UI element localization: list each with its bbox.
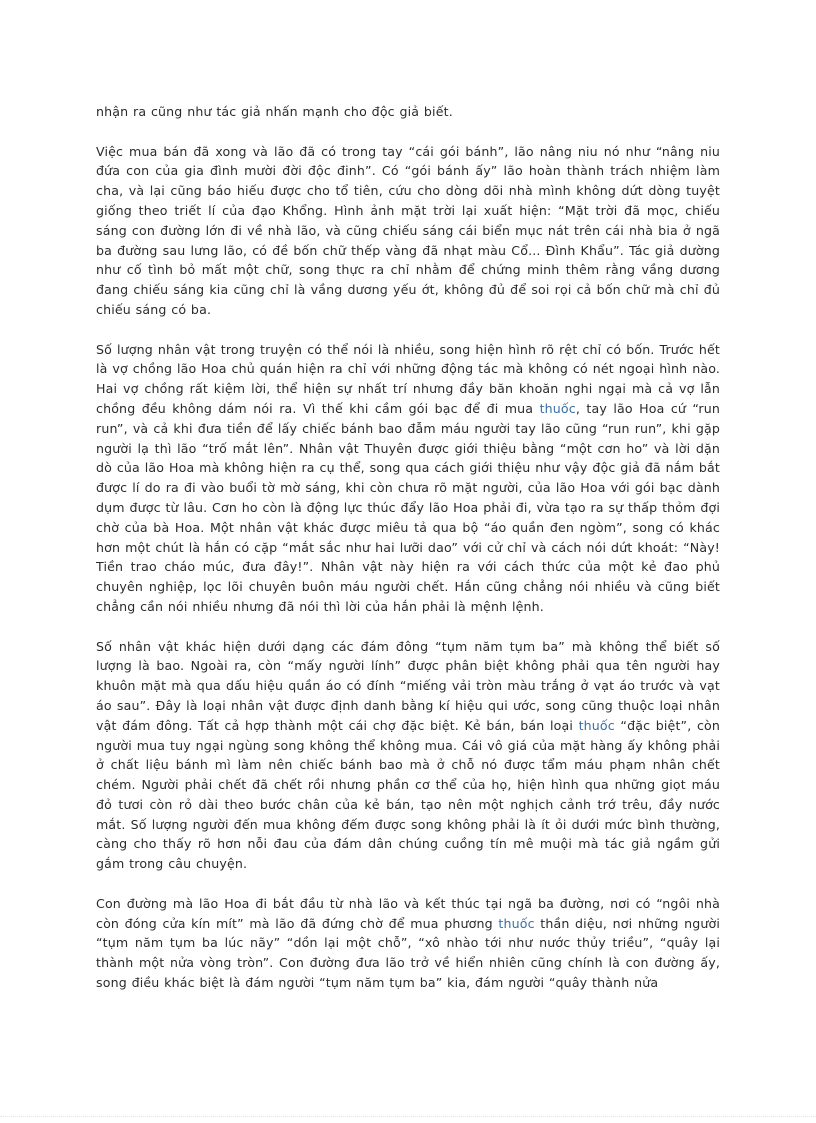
paragraph-3 (96, 340, 720, 617)
page-bottom-edge (0, 1116, 816, 1117)
text-segment: thần diệu, nơi những người “tụm năm tụm ba lúc nãy” “dồn lại một chỗ”, “xô nhào tới như nước thủy triều”, “quây lại thành một nửa vòng tròn”. Con đường đưa lão trở về hiển nhiên cũng chính là con đường ấy, song điều khác biệt là đám người “tụm năm tụm ba” kia, đám người “quây thành nửa (96, 915, 720, 991)
text-segment: Việc mua bán đã xong và lão đã có trong tay “cái gói bánh”, lão nâng niu nó như “nâng niu đứa con của gia đình mười đời độc đinh”. Có “gói bánh ấy” lão hoàn thành trách nhiệm làm cha, và lại cũng báo hiếu được cho tổ tiên, cứu cho dòng dõi nhà mình không dứt dòng tuyệt giống theo triết lí của đạo Khổng. Hình ảnh mặt trời lại xuất hiện: “Mặt trời đã mọc, chiếu sáng con đường lớn đi về nhà lão, và cũng chiếu sáng cái biển mục nát trên cái nhà bia ở ngã ba đường sau lưng lão, có đề bốn chữ thếp vàng đã nhạt màu Cổ... Đình Khẩu”. Tác giả dường như cố tình bỏ mất một chữ, song thực ra chỉ nhằm để chứng minh thêm rằng vầng dương đang chiếu sáng kia cũng chỉ là vầng dương yếu ớt, không đủ để soi rọi cả bốn chữ mà chỉ đủ chiếu sáng có ba. (96, 143, 720, 317)
text-segment: nhận ra cũng như tác giả nhấn mạnh cho độc giả biết. (96, 104, 453, 119)
thuoc-link[interactable]: thuốc (578, 717, 615, 733)
text-segment: , tay lão Hoa cứ “run run”, và cả khi đưa tiền để lấy chiếc bánh bao đẫm máu người tay lão cũng “run run”, khi gặp người lạ thì lão “trố mắt lên”. Nhân vật Thuyên được giới thiệu bằng “một cơn ho” và lời dặn dò của lão Hoa mà không hiện ra cụ thể, song qua cách giới thiệu như vậy độc giả đã nắm bắt được lí do ra đi vào buổi tờ mờ sáng, khi còn chưa rõ mặt người, của lão Hoa với gói bạc dành dụm được từ lâu. Cơn ho còn là động lực thúc đẩy lão Hoa phải đi, vừa tạo ra sự thấp thỏm đợi chờ của bà Hoa. Một nhân vật khác được miêu tả qua bộ “áo quần đen ngòm”, song có khác hơn một chút là hắn có cặp “mắt sắc như hai lưỡi dao” với cử chỉ và cách nói dứt khoát: “Này! Tiền trao cháo múc, đưa đây!”. Nhân vật này hiện ra với cách thức của một kẻ đao phủ chuyên nghiệp, lọc lõi chuyên buôn máu người chết. Hắn cũng chẳng nói nhiều và cũng biết chẳng cần nói nhiều nhưng đã nói thì lời của hắn phải là mệnh lệnh. (96, 400, 720, 614)
paragraph-4 (96, 637, 720, 875)
thuoc-link[interactable]: thuốc (498, 915, 535, 931)
text-segment: Con đường mà lão Hoa đi bắt đầu từ nhà lão và kết thúc tại ngã ba đường, nơi có “ngôi nhà còn đóng cửa kín mít” mà lão đã đứng chờ để mua phương (96, 895, 720, 931)
paragraph-2 (96, 142, 720, 320)
text-segment: Số nhân vật khác hiện dưới dạng các đám đông “tụm năm tụm ba” mà không thể biết số lượng là bao. Ngoài ra, còn “mấy người lính” được phân biệt không phải qua tên người hay khuôn mặt mà qua dấu hiệu quần áo có đính “miếng vải tròn màu trắng ở vạt áo trước và vạt áo sau”. Đây là loại nhân vật được định danh bằng kí hiệu qui ước, song cũng thuộc loại nhân vật đám đông. Tất cả hợp thành một cái chợ đặc biệt. Kẻ bán, bán loại (96, 638, 720, 733)
text-segment: Số lượng nhân vật trong truyện có thể nói là nhiều, song hiện hình rõ rệt chỉ có bốn. Trước hết là vợ chồng lão Hoa chủ quán hiện ra chỉ với những động tác mà không có nét ngoại hình nào. Hai vợ chồng rất kiệm lời, thể hiện sự nhất trí nhưng đầy băn khoăn nghi ngại mà cả vợ lẫn chồng đều không dám nói ra. Vì thế khi cầm gói bạc để đi mua (96, 341, 720, 416)
text-segment: “đặc biệt”, còn người mua tuy ngại ngùng song không thể không mua. Cái vô giá của mặt hàng ấy không phải ở chất liệu bánh mì làm nên chiếc bánh bao mà ở chỗ nó được tẩm máu phạm nhân chết chém. Người phải chết đã chết rồi nhưng phần cơ thể của họ, hiện hình qua những giọt máu đỏ tươi còn rỏ dài theo bước chân của kẻ bán, tạo nên một nghịch cảnh trớ trêu, đầy nước mắt. Số lượng người đến mua không đếm được song không phải là ít ỏi dưới mức bình thường, càng cho thấy rõ hơn nỗi đau của đám dân chúng cuồng tín mê muội mà tác giả ngầm gửi gắm trong câu chuyện. (96, 717, 721, 872)
paragraph-5 (96, 894, 720, 993)
thuoc-link[interactable]: thuốc (539, 400, 576, 416)
paragraph-1 (96, 102, 720, 122)
